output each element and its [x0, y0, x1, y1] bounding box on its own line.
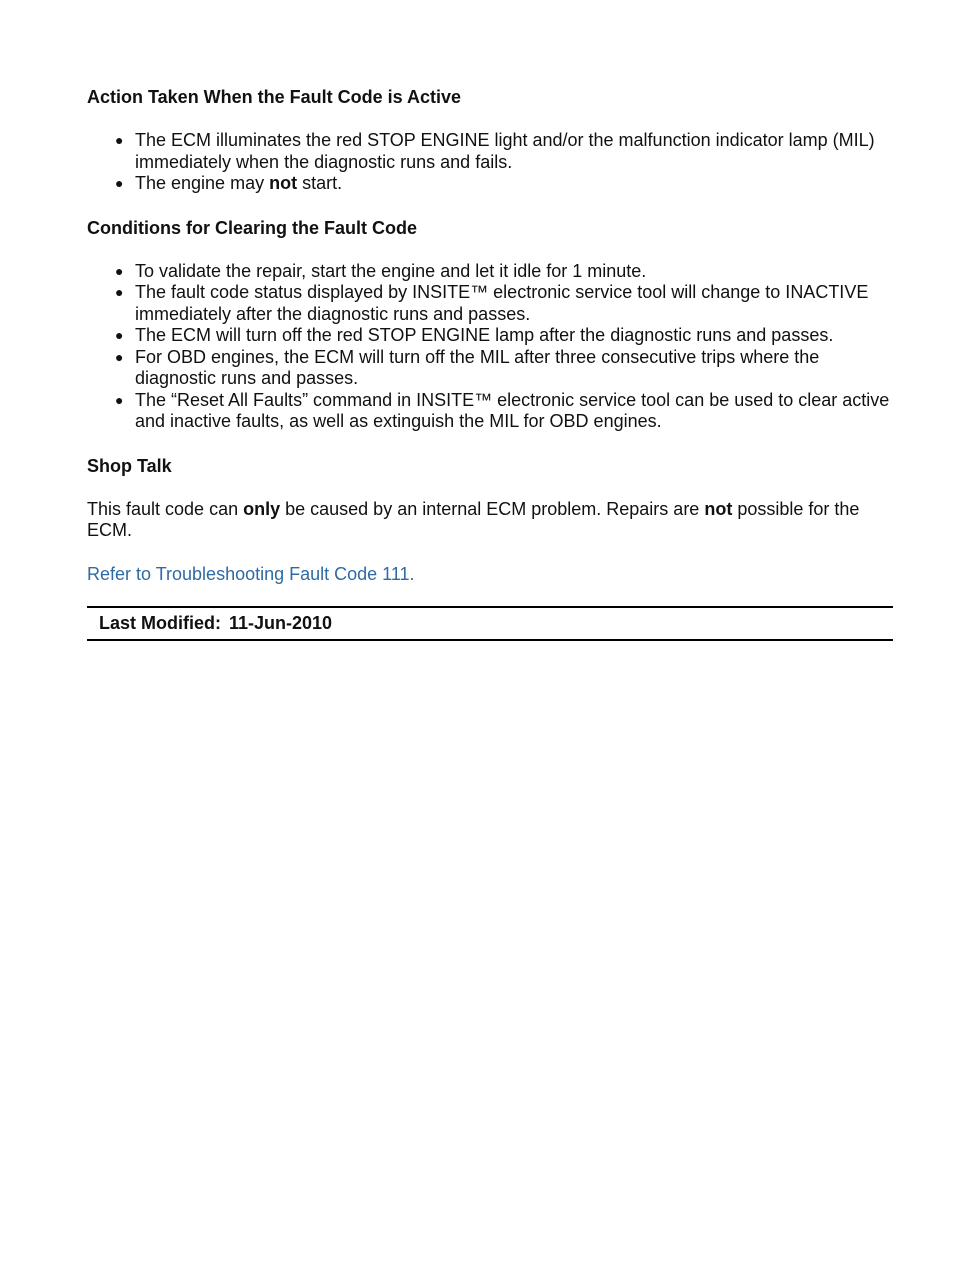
- section-heading-shop-talk: Shop Talk: [87, 455, 172, 476]
- list-item: ● The ECM will turn off the red STOP ENGINE lamp after the diagnostic runs and passes.: [115, 325, 834, 345]
- bullet-icon: ●: [115, 391, 124, 408]
- section-heading-action-taken: Action Taken When the Fault Code is Active: [87, 87, 462, 107]
- list-item: ● The “Reset All Faults” command in INSITE™ electronic service tool can be used to clear active and inactive faults, as well as extinguish the MIL for OBD engines.: [115, 389, 890, 431]
- list-item: ● For OBD engines, the ECM will turn off the MIL after three consecutive trips where the diagnostic runs and passes.: [115, 346, 820, 388]
- list-item: ● The fault code status displayed by INSITE™ electronic service tool will change to INACTIVE immediately after the diagnostic runs and passes.: [115, 282, 869, 324]
- last-modified-label: Last Modified:: [99, 613, 221, 633]
- last-modified-date: 11-Jun-2010: [229, 613, 333, 633]
- last-modified-footer: [87, 606, 893, 641]
- bullet-icon: ●: [115, 284, 124, 300]
- list-item: ● To validate the repair, start the engine and let it idle for 1 minute.: [115, 260, 647, 281]
- bullet-icon: ●: [115, 327, 124, 343]
- list-item: ● The ECM illuminates the red STOP ENGINE light and/or the malfunction indicator lamp (MIL) immediately when the diagnostic runs and fails.: [115, 130, 875, 172]
- action-taken-list: [87, 130, 893, 195]
- clearing-conditions-list: [87, 261, 893, 433]
- bullet-icon: ●: [115, 132, 124, 148]
- document-page: [87, 86, 893, 641]
- bullet-icon: ●: [115, 348, 124, 365]
- bullet-icon: ●: [115, 175, 124, 191]
- shop-talk-paragraph: This fault code can only be caused by an internal ECM problem. Repairs are not possible for the ECM.: [87, 498, 860, 540]
- troubleshooting-link[interactable]: Refer to Troubleshooting Fault Code 111.: [87, 563, 415, 584]
- list-item: ● The engine may not start.: [115, 173, 343, 193]
- section-heading-clearing-conditions: Conditions for Clearing the Fault Code: [87, 217, 417, 238]
- bullet-icon: ●: [115, 262, 124, 279]
